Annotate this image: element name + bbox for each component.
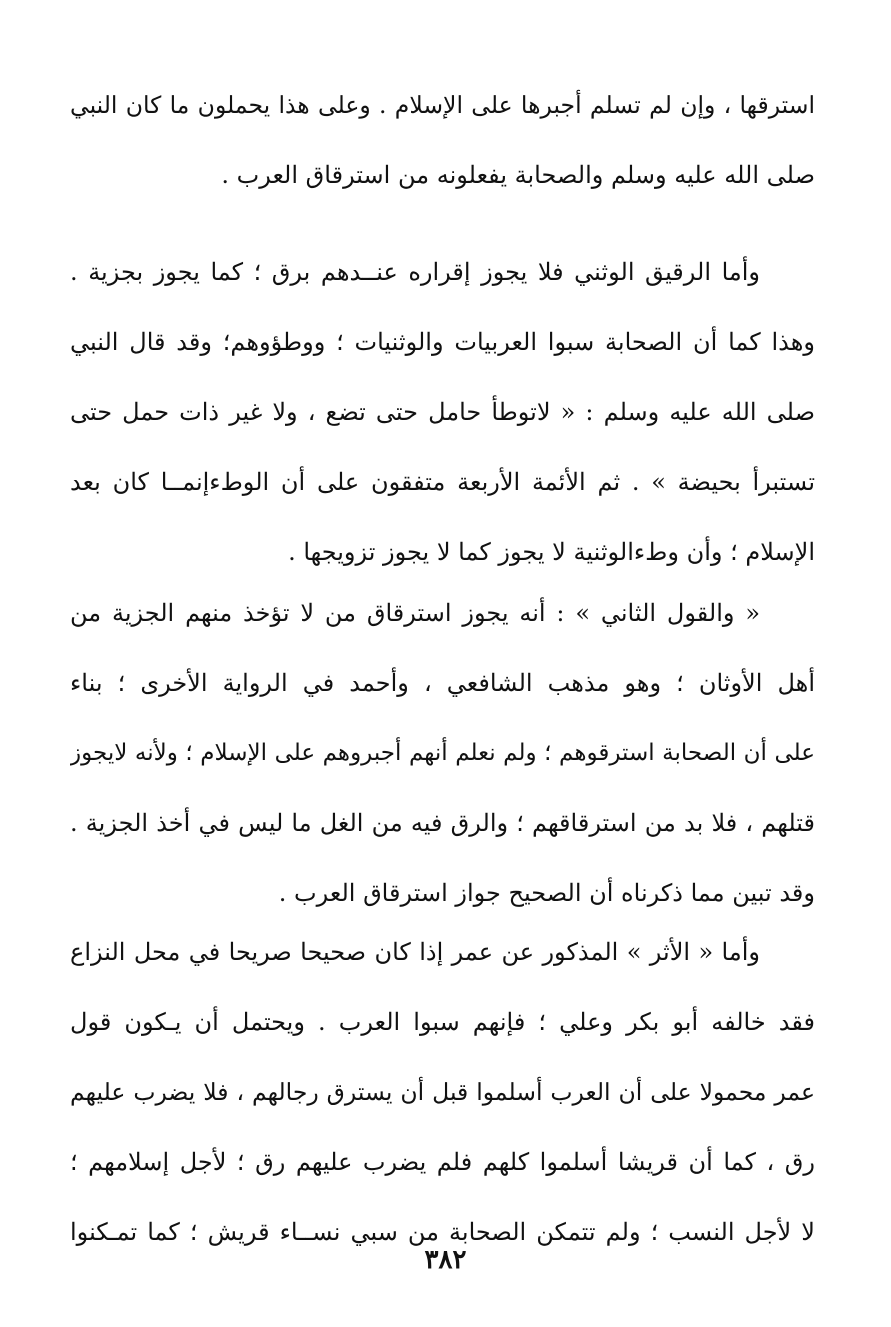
text-line: فقد خالفه أبو بكر وعلي ؛ فإنهم سبوا العرب . ويحتمل أن يـكون قول [70, 1008, 815, 1036]
text-line: على أن الصحابة استرقوهم ؛ ولم نعلم أنهم أجبروهم على الإسلام ؛ ولأنه لايجوز [70, 740, 815, 766]
text-line: وهذا كما أن الصحابة سبوا العربيات والوثنيات ؛ ووطؤوهم؛ وقد قال النبي [70, 328, 815, 356]
text-line: استرقها ، وإن لم تسلم أجبرها على الإسلام . وعلى هذا يحملون ما كان النبي [70, 91, 815, 119]
text-line: رق ، كما أن قريشا أسلموا كلهم فلم يضرب عليهم رق ؛ لأجل إسلامهم ؛ [70, 1148, 815, 1176]
text-line: تستبرأ بحيضة » . ثم الأئمة الأربعة متفقون على أن الوطءإنمــا كان بعد [70, 468, 815, 496]
text-line: عمر محمولا على أن العرب أسلموا قبل أن يسترق رجالهم ، فلا يضرب عليهم [70, 1078, 815, 1106]
text-line: الإسلام ؛ وأن وطءالوثنية لا يجوز كما لا يجوز تزويجها . [288, 538, 815, 566]
text-line: وقد تبين مما ذكرناه أن الصحيح جواز استرقاق العرب . [278, 879, 815, 907]
text-line: صلى الله عليه وسلم والصحابة يفعلونه من استرقاق العرب . [221, 161, 815, 189]
text-line: أهل الأوثان ؛ وهو مذهب الشافعي ، وأحمد في الرواية الأخرى ؛ بناء [70, 669, 815, 697]
text-line: قتلهم ، فلا بد من استرقاقهم ؛ والرق فيه من الغل ما ليس في أخذ الجزية . [70, 809, 815, 837]
text-line: صلى الله عليه وسلم : « لاتوطأ حامل حتى تضع ، ولا غير ذات حمل حتى [70, 398, 815, 426]
paragraph-1 [70, 70, 815, 210]
paragraph-4 [70, 917, 815, 1267]
text-line: « والقول الثاني » : أنه يجوز استرقاق من لا تؤخذ منهم الجزية من [70, 599, 760, 627]
text-line: وأما « الأثر » المذكور عن عمر إذا كان صحيحا صريحا في محل النزاع [70, 938, 760, 966]
page-number: ٣٨٢ [424, 1245, 467, 1275]
paragraph-2 [70, 237, 815, 587]
paragraph-3 [70, 578, 815, 928]
text-line: لا لأجل النسب ؛ ولم تتمكن الصحابة من سبي نســاء قريش ؛ كما تمـكنوا [70, 1218, 815, 1246]
text-line: وأما الرقيق الوثني فلا يجوز إقراره عنــدهم برق ؛ كما يجوز بجزية . [70, 258, 760, 286]
